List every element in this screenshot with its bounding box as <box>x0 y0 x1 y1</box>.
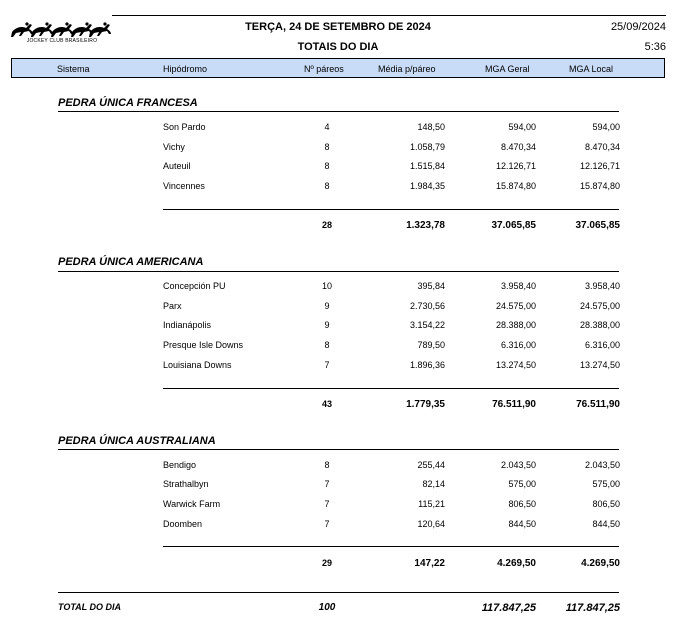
cell-hipodromo: Auteuil <box>163 161 191 171</box>
cell-hipodromo: Concepción PU <box>163 281 226 291</box>
logo-text: JOCKEY CLUB BRASILEIRO <box>26 38 98 44</box>
cell-mga-local: 2.043,50 <box>584 460 620 470</box>
cell-mga-geral: 13.274,50 <box>495 360 536 370</box>
cell-media: 82,14 <box>422 479 445 489</box>
cell-mga-geral: 6.316,00 <box>500 340 536 350</box>
subtotal-mga-geral: 4.269,50 <box>497 558 536 569</box>
subtotal-mga-local: 37.065,85 <box>575 220 620 231</box>
cell-media: 1.515,84 <box>409 161 445 171</box>
subtotal-mga-local: 4.269,50 <box>581 558 620 569</box>
cell-mga-geral: 12.126,71 <box>495 161 536 171</box>
cell-hipodromo: Doomben <box>163 519 203 529</box>
cell-mga-local: 13.274,50 <box>579 360 620 370</box>
subtotal-row <box>0 399 676 413</box>
cell-mga-geral: 594,00 <box>508 122 536 132</box>
cell-hipodromo: Presque Isle Downs <box>163 340 244 350</box>
table-row <box>0 161 676 175</box>
subtotal-divider <box>163 546 619 547</box>
subtotal-row <box>0 558 676 572</box>
horses-logo-icon <box>10 18 114 40</box>
subtotal-mga-local: 76.511,90 <box>576 399 620 410</box>
grand-total-pareos: 100 <box>318 602 336 613</box>
cell-mga-geral: 3.958,40 <box>500 281 536 291</box>
cell-hipodromo: Parx <box>163 301 182 311</box>
table-row <box>0 499 676 513</box>
subtotal-media: 1.323,78 <box>406 220 445 231</box>
cell-hipodromo: Bendigo <box>163 460 197 470</box>
cell-media: 3.154,22 <box>409 320 445 330</box>
cell-media: 115,21 <box>418 499 445 509</box>
cell-pareos: 8 <box>324 181 330 191</box>
table-row <box>0 519 676 533</box>
col-media: Média p/páreo <box>378 64 436 74</box>
cell-pareos: 7 <box>324 519 330 529</box>
table-row <box>0 460 676 474</box>
section-title-francesa: PEDRA ÚNICA FRANCESA <box>58 97 198 109</box>
cell-mga-geral: 2.043,50 <box>500 460 536 470</box>
cell-mga-geral: 844,50 <box>508 519 536 529</box>
section-title-americana: PEDRA ÚNICA AMERICANA <box>58 256 204 268</box>
cell-pareos: 8 <box>324 340 330 350</box>
subtotal-media: 147,22 <box>414 558 445 569</box>
cell-hipodromo: Vincennes <box>163 181 205 191</box>
cell-mga-local: 15.874,80 <box>579 181 620 191</box>
cell-mga-local: 6.316,00 <box>584 340 620 350</box>
cell-mga-local: 3.958,40 <box>584 281 620 291</box>
subtotal-row <box>0 220 676 234</box>
cell-mga-local: 806,50 <box>592 499 620 509</box>
cell-media: 1.058,79 <box>409 142 445 152</box>
table-row <box>0 360 676 374</box>
table-row <box>0 301 676 315</box>
report-date: 25/09/2024 <box>610 21 666 33</box>
section-divider <box>58 449 619 450</box>
cell-pareos: 8 <box>324 142 330 152</box>
cell-pareos: 7 <box>324 499 330 509</box>
subtotal-mga-geral: 76.511,90 <box>492 399 536 410</box>
cell-media: 395,84 <box>417 281 445 291</box>
grand-total-label: TOTAL DO DIA <box>58 602 121 612</box>
cell-pareos: 7 <box>324 479 330 489</box>
cell-hipodromo: Louisiana Downs <box>163 360 232 370</box>
cell-hipodromo: Vichy <box>163 142 185 152</box>
cell-pareos: 9 <box>324 320 330 330</box>
grand-total-mga-geral: 117.847,25 <box>481 602 536 614</box>
table-row <box>0 181 676 195</box>
column-header-bar <box>11 58 665 78</box>
cell-hipodromo: Strathalbyn <box>163 479 209 489</box>
col-pareos: Nº páreos <box>304 64 344 74</box>
cell-mga-local: 594,00 <box>592 122 620 132</box>
cell-hipodromo: Son Pardo <box>163 122 206 132</box>
cell-media: 255,44 <box>417 460 445 470</box>
cell-media: 120,64 <box>417 519 445 529</box>
cell-mga-geral: 24.575,00 <box>495 301 536 311</box>
grand-total-divider <box>58 592 619 593</box>
table-row <box>0 479 676 493</box>
cell-pareos: 7 <box>324 360 330 370</box>
cell-media: 2.730,56 <box>409 301 445 311</box>
report-subtitle: TOTAIS DO DIA <box>297 41 379 53</box>
table-row <box>0 142 676 156</box>
cell-media: 1.896,36 <box>409 360 445 370</box>
section-divider <box>58 271 619 272</box>
table-row <box>0 320 676 334</box>
cell-mga-local: 24.575,00 <box>579 301 620 311</box>
cell-media: 1.984,35 <box>409 181 445 191</box>
subtotal-divider <box>163 209 619 210</box>
cell-pareos: 10 <box>321 281 332 291</box>
table-row <box>0 340 676 354</box>
cell-mga-geral: 806,50 <box>508 499 536 509</box>
col-hipodromo: Hipódromo <box>163 64 208 74</box>
subtotal-pareos: 28 <box>321 220 332 230</box>
subtotal-pareos: 43 <box>321 399 332 409</box>
report-time: 5:36 <box>644 41 666 53</box>
subtotal-divider <box>163 388 619 389</box>
cell-pareos: 8 <box>324 460 330 470</box>
section-divider <box>58 111 619 112</box>
table-row <box>0 122 676 136</box>
cell-hipodromo: Warwick Farm <box>163 499 221 509</box>
cell-mga-local: 8.470,34 <box>584 142 620 152</box>
cell-pareos: 4 <box>324 122 330 132</box>
table-row <box>0 281 676 295</box>
subtotal-pareos: 29 <box>321 558 332 568</box>
col-sistema: Sistema <box>57 64 90 74</box>
cell-hipodromo: Indianápolis <box>163 320 212 330</box>
cell-pareos: 9 <box>324 301 330 311</box>
cell-mga-geral: 28.388,00 <box>495 320 536 330</box>
col-mga-geral: MGA Geral <box>485 64 530 74</box>
cell-mga-local: 575,00 <box>592 479 620 489</box>
cell-mga-local: 12.126,71 <box>579 161 620 171</box>
section-title-australiana: PEDRA ÚNICA AUSTRALIANA <box>58 435 216 447</box>
cell-pareos: 8 <box>324 161 330 171</box>
subtotal-media: 1.779,35 <box>406 399 445 410</box>
cell-media: 148,50 <box>417 122 445 132</box>
subtotal-mga-geral: 37.065,85 <box>491 220 536 231</box>
cell-mga-local: 28.388,00 <box>579 320 620 330</box>
cell-media: 789,50 <box>417 340 445 350</box>
cell-mga-geral: 15.874,80 <box>495 181 536 191</box>
col-mga-local: MGA Local <box>569 64 614 74</box>
top-divider <box>112 15 666 16</box>
report-title: TERÇA, 24 DE SETEMBRO DE 2024 <box>245 21 431 33</box>
cell-mga-geral: 8.470,34 <box>500 142 536 152</box>
cell-mga-geral: 575,00 <box>508 479 536 489</box>
grand-total-mga-local: 117.847,25 <box>565 602 620 614</box>
cell-mga-local: 844,50 <box>592 519 620 529</box>
